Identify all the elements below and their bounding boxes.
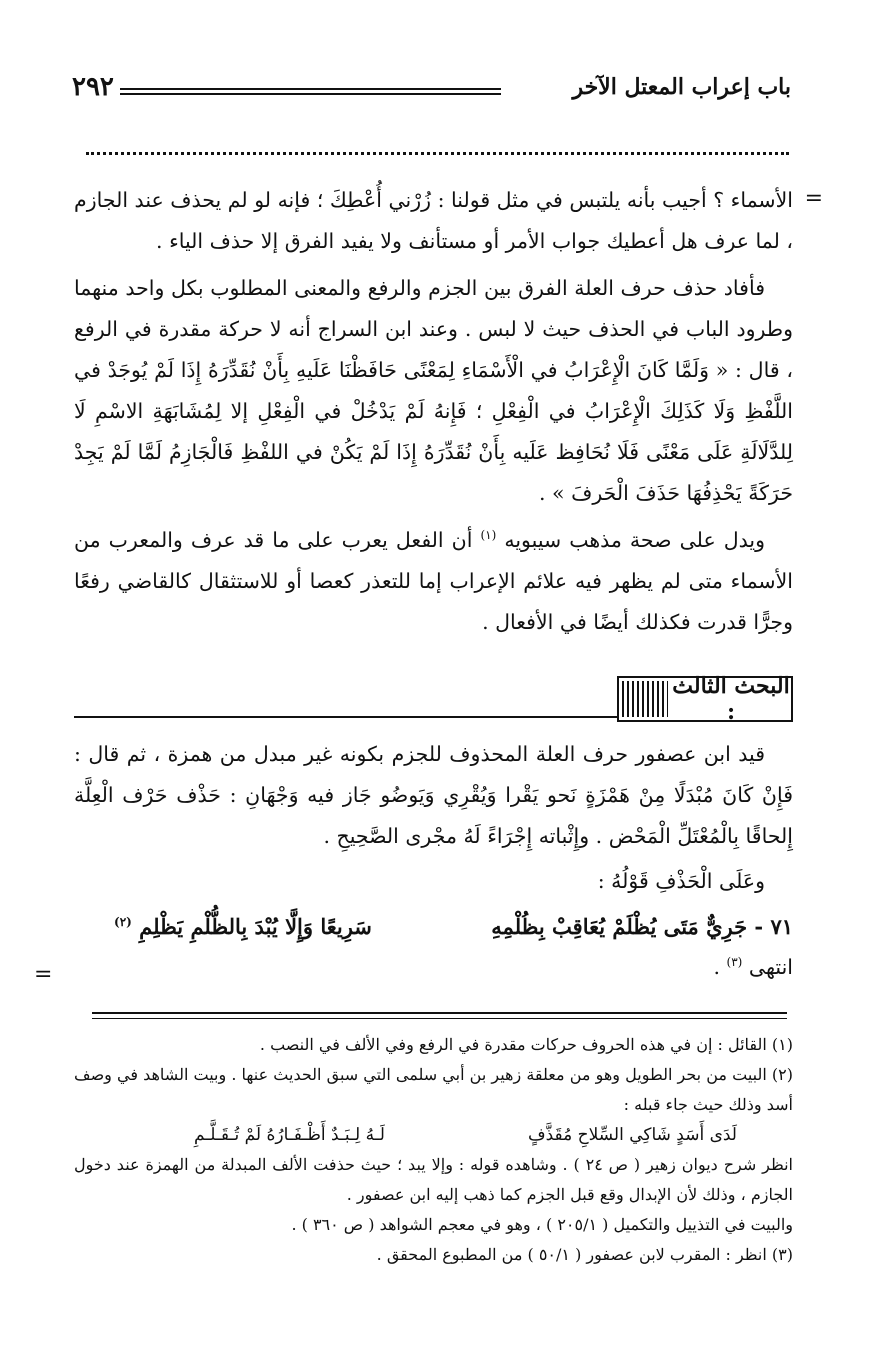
footnote-rule [92, 1012, 787, 1019]
section-heading-box [617, 673, 793, 725]
footnote-2-continued: انظر شرح ديوان زهير ( ص ٢٤ ) . وشاهده قوله : وإلا يبد ؛ حيث حذفت الألف المبدلة من الهمزة عند دخول الجازم ، وذلك لأن الإبدال وقع قبل الجزم كما ذهب إليه ابن عصفور . [74, 1155, 794, 1204]
paragraph-2: فأفاد حذف حرف العلة الفرق بين الجزم والرفع والمعنى المطلوب بكل واحد منهما وطرود الباب في الحذف حيث لا لبس . وعند ابن السراج أنه لا حركة مقدرة في الرفع ، قال : « وَلَمَّا كَانَ الْإِعْرَابُ في الْأَسْمَاءِ لِمَعْنًى حَافَظْنَا عَلَيهِ بِأَنْ نُقَدِّرَهُ إِذَا لَمْ يُوجَدْ في اللَّفْظِ وَلَا كَذَلِكَ الْإِعْرَابُ في الْفِعْلِ ؛ فَإِنهُ لَمْ يَدْخُلْ في الْفِعْلِ إلا لِمُشَابَهَةِ الاسْمِ لَا لِلدَّلَالَةِ عَلَى مَعْنًى فَلَا نُحَافِظ عَلَيه بِأَنْ نُقَدِّرَهُ إِذَا لَمْ يَكُنْ في اللفْظِ فَالْجَازِمُ لَمَّا لَمْ يَجِدْ حَرَكَةً يَحْذِفُهَا حَذَفَ الْحَرفَ » . [74, 276, 793, 505]
header-rule [120, 88, 501, 95]
footnote-2-verse [74, 1120, 793, 1150]
ending-line [74, 947, 793, 988]
verse-second-hemistich [114, 906, 372, 947]
footnote-2: (٢) البيت من بحر الطويل وهو من معلقة زهير بن أبي سلمى التي سبق الحديث عنها . وبيت الشاهد في وصف أسد وذلك حيث جاء قبله : [74, 1065, 793, 1114]
paragraph-3-start: ويدل على صحة مذهب سيبويه [504, 528, 765, 552]
dotted-separator [86, 138, 789, 155]
section-rule [74, 716, 617, 718]
paragraph-1: الأسماء ؟ أجيب بأنه يلتبس في مثل قولنا : زُرْني أُعْطِكَ ؛ فإنه لو لم يحذف عند الجازم ، لما عرف هل أعطيك جواب الأمر أو مستأنف ولا يفيد الفرق إلا حذف الياء . [74, 188, 793, 253]
running-header [72, 72, 791, 112]
paragraph-3 [74, 520, 793, 643]
paragraph-4: قيد ابن عصفور حرف العلة المحذوف للجزم بكونه غير مبدل من همزة ، ثم قال : فَإِنْ كَانَ مُبْدَلًا مِنْ هَمْزَةٍ نَحو يَقْرا وَيُقْرِي وَيَوضُو جَاز فيه وَجْهَانِ : حَذْف حَرْف الْعِلَّة إِلحاقًا بِالْمُعْتَلِّ الْمَحْض . وإِثْباته إِجْرَاءً لَهُ مجْرى الصَّحِيحِ . [74, 742, 793, 848]
paragraph-3-rest: أن الفعل يعرب على ما قد عرف والمعرب من الأسماء متى لم يظهر فيه علائم الإعراب إما للتعذر كعصا أو للاستثقال كالقاضي رفعًا وجرًّا قدرت فكذلك أيضًا في الأفعال . [74, 528, 793, 634]
verse-second-text: سَرِيعًا وَإِلَّا يُبْدَ بِالظُّلْمِ يَظْلِمِ [139, 914, 372, 939]
hatch-ornament-icon [622, 681, 668, 717]
paragraph-5: وعَلَى الْحَذْفِ قَوْلُهُ : [597, 869, 765, 893]
main-text-upper [74, 180, 793, 649]
running-title: باب إعراب المعتل الآخر [572, 74, 791, 100]
ending-word: انتهى [748, 955, 793, 979]
footnote-verse-first: لَدَى أَسَدٍ شَاكِي السِّلاحِ مُقَذَّفٍ [527, 1125, 737, 1145]
ending-dot: . [713, 955, 720, 979]
continuation-mark-left: = [34, 962, 53, 987]
footnote-ref-1[interactable]: (١) [480, 528, 497, 543]
footnote-verse-second: لَـهُ لِـبَـدٌ أَظْـفَـارُهُ لَمْ تُـقَـلَّـمِ [194, 1125, 385, 1145]
footnotes [74, 1030, 793, 1270]
verse-71 [74, 906, 793, 947]
footnote-3: (٣) انظر : المقرب لابن عصفور ( ٥٠/١ ) من المطبوع المحقق . [376, 1245, 793, 1264]
section-title: البحث الثالث : [672, 673, 790, 725]
verse-first-hemistich: ٧١ - جَرِيٌّ مَتَى يُظْلَمْ يُعَاقِبْ بِظُلْمِهِ [491, 914, 793, 939]
page-number: ٢٩٢ [72, 72, 114, 102]
main-text-lower [74, 734, 793, 992]
footnote-ref-3[interactable]: (٣) [726, 955, 743, 970]
continuation-mark-right: = [804, 186, 823, 211]
footnote-ref-2[interactable]: (٢) [114, 915, 132, 929]
footnote-1: (١) القائل : إن في هذه الحروف حركات مقدرة في الرفع وفي الألف في النصب . [259, 1035, 793, 1054]
footnote-2-reference: والبيت في التذييل والتكميل ( ٢٠٥/١ ) ، وهو في معجم الشواهد ( ص ٣٦٠ ) . [291, 1215, 793, 1234]
